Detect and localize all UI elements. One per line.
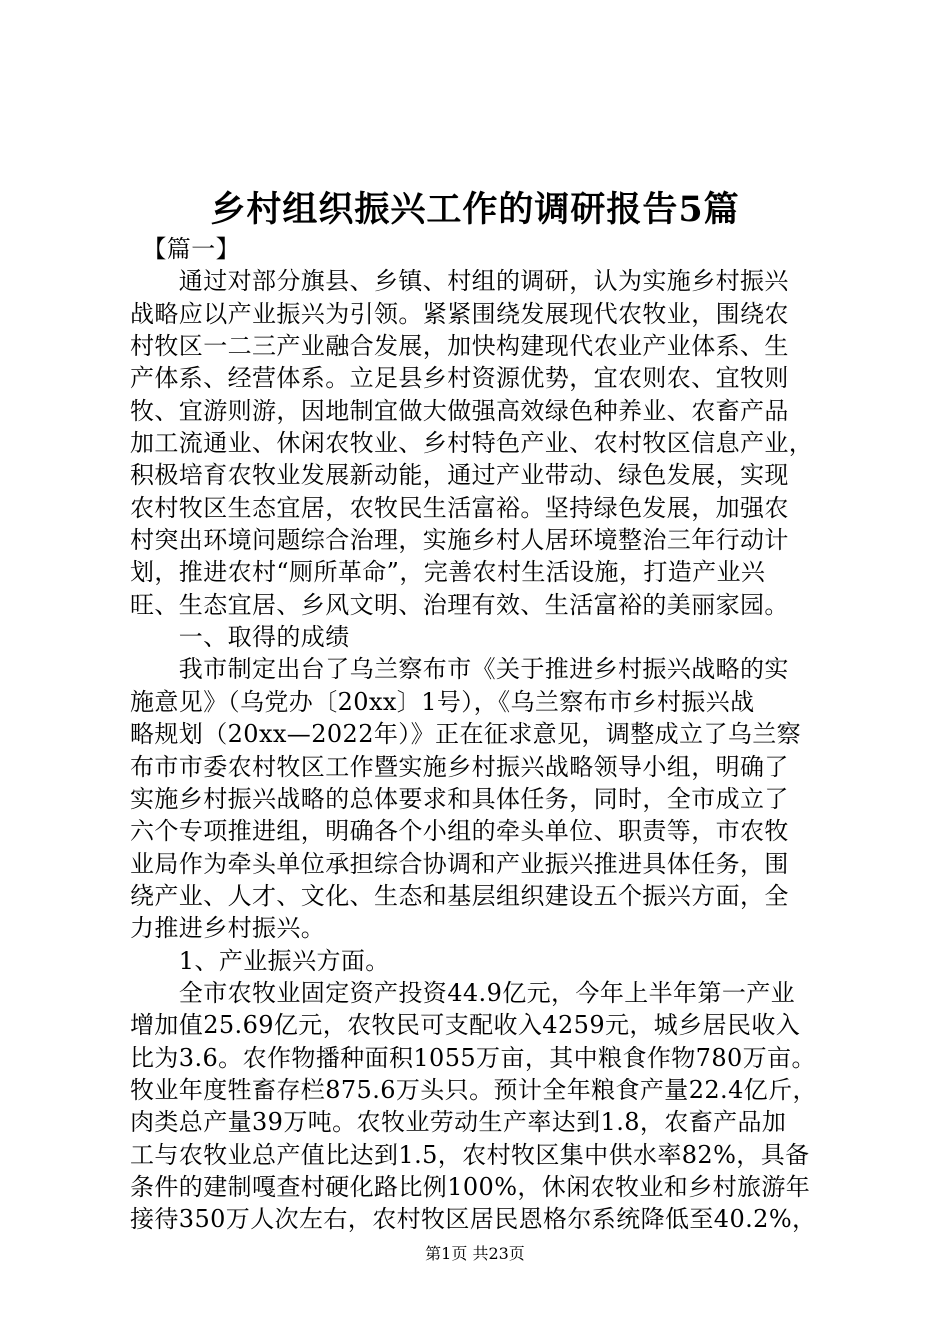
body-line: 旺、生态宜居、乡风文明、治理有效、生活富裕的美丽家园。 — [130, 590, 789, 619]
document-title: 乡村组织振兴工作的调研报告5篇 — [210, 189, 740, 230]
body-line: 六个专项推进组，明确各个小组的牵头单位、职责等，市农牧 — [130, 817, 789, 846]
body-line: 实施乡村振兴战略的总体要求和具体任务，同时，全市成立了 — [130, 784, 789, 813]
body-line: 积极培育农牧业发展新动能，通过产业带动、绿色发展，实现 — [130, 461, 789, 490]
body-line: 绕产业、人才、文化、生态和基层组织建设五个振兴方面，全 — [130, 881, 789, 910]
body-line: 牧、宜游则游，因地制宜做大做强高效绿色种养业、农畜产品 — [130, 396, 789, 425]
body-line: 业局作为牵头单位承担综合协调和产业振兴推进具体任务，围 — [130, 849, 789, 878]
body-line: 村突出环境问题综合治理，实施乡村人居环境整治三年行动计 — [130, 526, 789, 555]
body-line: 1、产业振兴方面。 — [130, 946, 390, 975]
body-line: 增加值25.69亿元，农牧民可支配收入4259元，城乡居民收入 — [130, 1011, 801, 1040]
body-line: 工与农牧业总产值比达到1.5，农村牧区集中供水率82%，具备 — [130, 1140, 810, 1169]
body-line: 我市制定出台了乌兰察布市《关于推进乡村振兴战略的实 — [130, 655, 789, 684]
body-line: 村牧区一二三产业融合发展，加快构建现代农业产业体系、生 — [130, 332, 789, 361]
body-line: 力推进乡村振兴。 — [130, 914, 326, 943]
body-line: 布市市委农村牧区工作暨实施乡村振兴战略领导小组，明确了 — [130, 752, 789, 781]
body-line: 肉类总产量39万吨。农牧业劳动生产率达到1.8，农畜产品加 — [130, 1108, 787, 1137]
body-line: 施意见》（乌党办〔20xx〕1号），《乌兰察布市乡村振兴战 — [130, 687, 755, 716]
body-line: 一、取得的成绩 — [130, 623, 350, 652]
document-body — [130, 233, 840, 1236]
body-line: 接待350万人次左右，农村牧区居民恩格尔系统降低至40.2%， — [130, 1205, 817, 1234]
page-footer: 第1页 共23页 — [425, 1244, 525, 1263]
body-line: 通过对部分旗县、乡镇、村组的调研，认为实施乡村振兴 — [130, 267, 789, 296]
body-line: 略规划（20xx—2022年）》正在征求意见，调整成立了乌兰察 — [130, 720, 802, 749]
body-line: 全市农牧业固定资产投资44.9亿元，今年上半年第一产业 — [130, 978, 796, 1007]
body-line: 比为3.6。农作物播种面积1055万亩，其中粮食作物780万亩。 — [130, 1043, 816, 1072]
body-line: 划，推进农村“厕所革命”，完善农村生活设施，打造产业兴 — [130, 558, 766, 587]
body-line: 【篇一】 — [130, 235, 240, 263]
body-line: 条件的建制嘎查村硬化路比例100%，休闲农牧业和乡村旅游年 — [130, 1172, 811, 1201]
body-line: 农村牧区生态宜居，农牧民生活富裕。坚持绿色发展，加强农 — [130, 493, 789, 522]
body-line: 牧业年度牲畜存栏875.6万头只。预计全年粮食产量22.4亿斤， — [130, 1075, 817, 1104]
body-line: 产体系、经营体系。立足县乡村资源优势，宜农则农、宜牧则 — [130, 364, 789, 393]
body-line: 加工流通业、休闲农牧业、乡村特色产业、农村牧区信息产业， — [130, 429, 814, 458]
body-line: 战略应以产业振兴为引领。紧紧围绕发展现代农牧业，围绕农 — [130, 299, 789, 328]
